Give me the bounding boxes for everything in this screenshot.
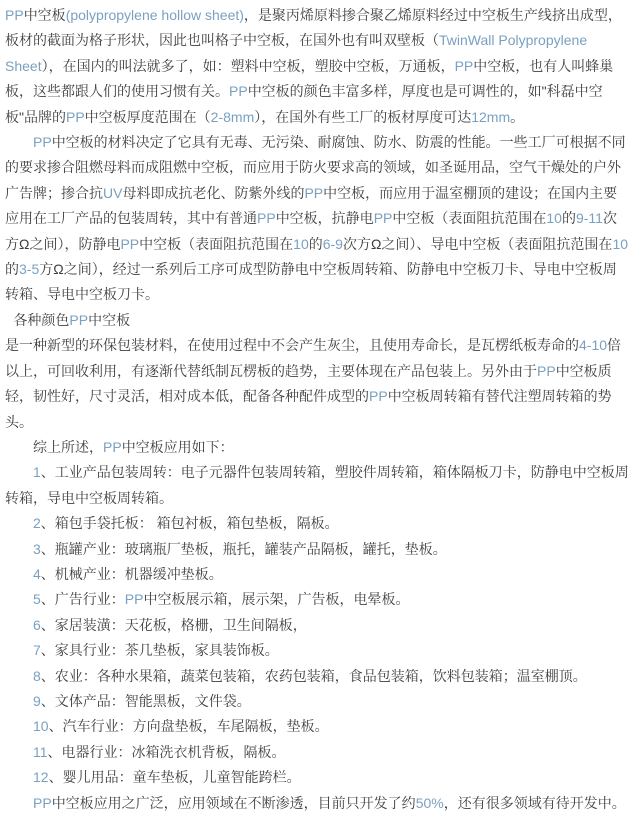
latin-text: 1 — [33, 464, 41, 481]
paragraph-intro: PP中空板(polypropylene hollow sheet)，是聚丙烯原料掺合聚乙烯原料经过中空板生产线挤出成型，板材的截面为格子形状，因此也叫格子中空板，在国外也有叫双壁板（TwinWall Polypropylene Sheet），在国内的叫法就多了，如：塑料中空板，塑胶中空板，万通板，PP中空板，也有人叫蜂巢板，这些都跟人们的使用习惯有关。PP中空板的颜色丰富多样，厚度也是可调性的，如"科磊中空板"品牌的PP中空板厚度范围在（2-8mm），在国外有些工厂的板材厚度可达12mm。 — [5, 7, 622, 125]
latin-text: 10 — [33, 718, 49, 735]
list-item-3: 3、瓶罐产业：玻璃瓶厂垫板，瓶托，罐装产品隔板，罐托，垫板。 — [33, 540, 447, 557]
latin-text: 50% — [415, 794, 444, 811]
latin-text: PP — [69, 311, 89, 328]
latin-text: 2 — [33, 515, 41, 532]
latin-text: 8 — [33, 667, 41, 684]
heading-colors: 各种颜色PP中空板 — [13, 311, 131, 328]
paragraph-material-properties: PP中空板的材料决定了它具有无毒、无污染、耐腐蚀、防水、防震的性能。一些工厂可根据不同的要求掺合阻燃母料而成阻燃中空板，而应用于防火要求高的领域，如圣诞用品，空气干燥处的户外广告牌；掺合抗UV母料即成抗老化、防紫外线的PP中空板，而应用于温室棚顶的建设；在国内主要应用在工厂产品的包装周转，其中有普通PP中空板，抗静电PP中空板（表面阻抗范围在10的9-11次方Ω之间），防静电PP中空板（表面阻抗范围在10的6-9次方Ω之间）、导电中空板（表面阻抗范围在10的3-5方Ω之间），经过一系列后工序可成型防静电中空板周转箱、防静电中空板刀卡、导电中空板周转箱、导电中空板刀卡。 — [5, 134, 629, 303]
latin-text: (polypropylene hollow sheet) — [65, 7, 244, 23]
latin-text: PP — [120, 235, 140, 252]
latin-text: 6 — [33, 616, 41, 633]
list-item-5: 5、广告行业：PP中空板展示箱，展示架，广告板，电晕板。 — [33, 591, 410, 608]
list-item-11: 11、电器行业：冰箱洗衣机背板，隔板。 — [33, 743, 286, 760]
latin-text: 9 — [33, 692, 41, 709]
paragraph-applications-intro: 综上所述，PP中空板应用如下： — [33, 438, 234, 455]
latin-text: 2-8mm — [210, 108, 255, 125]
latin-text: TwinWall Polypropylene Sheet — [5, 32, 588, 74]
list-item-7: 7、家具行业：茶几垫板，家具装饰板。 — [33, 642, 279, 659]
latin-text: 5 — [33, 591, 41, 608]
list-item-8: 8、农业：各种水果箱，蔬菜包装箱，农药包装箱，食品包装箱，饮料包装箱；温室棚顶。 — [33, 667, 587, 684]
list-item-12: 12、婴儿用品：童车垫板，儿童智能跨栏。 — [33, 769, 301, 786]
latin-text: PP — [537, 362, 556, 379]
latin-text: UV — [103, 184, 123, 201]
latin-text: PP — [5, 7, 24, 23]
latin-text: 12mm — [471, 108, 511, 125]
latin-text: 10 — [293, 235, 309, 252]
latin-text: 4 — [33, 565, 41, 582]
latin-text: PP — [65, 108, 85, 125]
latin-text: PP — [454, 57, 474, 74]
latin-text: 12 — [33, 769, 49, 786]
latin-text: 10 — [546, 210, 562, 227]
latin-text: PP — [304, 184, 324, 201]
list-item-2: 2、箱包手袋托板： 箱包衬板，箱包垫板，隔板。 — [33, 515, 339, 532]
latin-text: PP — [33, 134, 52, 151]
latin-text: 4-10 — [579, 337, 608, 354]
latin-text: 7 — [33, 642, 41, 659]
latin-text: PP — [373, 210, 393, 227]
latin-text: 11 — [33, 743, 48, 760]
list-item-9: 9、文体产品：智能黑板，文件袋。 — [33, 692, 251, 709]
paragraph-eco-packaging: 是一种新型的环保包装材料，在使用过程中不会产生灰尘，且使用寿命长，是瓦楞纸板寿命的4-10倍以上，可回收利用，有逐渐代替纸制瓦楞板的趋势，主要体现在产品包装上。另外由于PP中空板质轻，韧性好，尺寸灵活，相对成本低，配备各种配件成型的PP中空板周转箱有替代注塑周转箱的势头。 — [5, 337, 622, 430]
list-item-10: 10、汽车行业：方向盘垫板，车尾隔板，垫板。 — [33, 718, 329, 735]
paragraph-conclusion: PP中空板应用之广泛，应用领域在不断渗透，目前只开发了约50%，还有很多领域有待开发中。 — [33, 794, 626, 811]
list-item-6: 6、家居装潢：天花板，格栅，卫生间隔板， — [33, 616, 307, 633]
list-item-4: 4、机械产业：机器缓冲垫板。 — [33, 565, 223, 582]
latin-text: PP — [257, 210, 276, 227]
latin-text: PP — [124, 591, 144, 608]
list-item-1: 1、工业产品包装周转：电子元器件包装周转箱，塑胶件周转箱，箱体隔板刀卡，防静电中空板周转箱，导电中空板周转箱。 — [5, 464, 629, 506]
latin-text: 9-11 — [575, 210, 603, 227]
latin-text: 3 — [33, 540, 41, 557]
latin-text: PP — [33, 794, 52, 811]
latin-text: 6-9 — [322, 235, 343, 252]
latin-text: PP — [229, 83, 248, 100]
latin-text: PP — [103, 438, 122, 455]
latin-text: 3-5 — [19, 261, 40, 278]
latin-text: 10 — [612, 235, 629, 252]
latin-text: PP — [369, 388, 388, 405]
